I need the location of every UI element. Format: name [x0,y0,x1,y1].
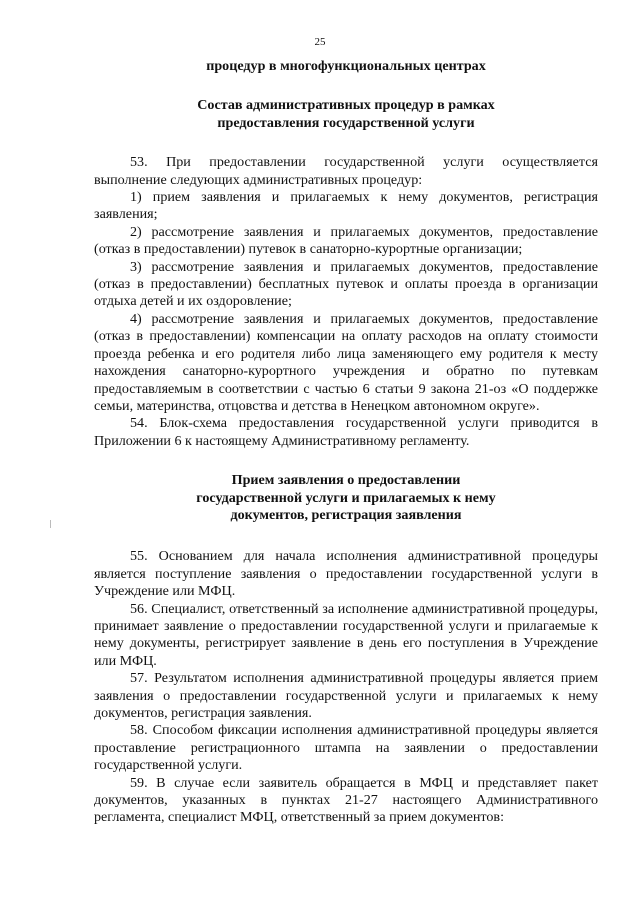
section-heading-line: документов, регистрация заявления [230,506,462,523]
continued-heading: процедур в многофункциональных центрах [206,58,486,74]
paragraph-53: 53. При предоставлении государственной услуги осуществляется выполнение следующих административных процедур: [94,154,598,188]
section-heading-line: Состав административных процедур в рамках [197,97,495,114]
paragraph-58: 58. Способом фиксации исполнения административной процедуры является проставление регистрационного штампа на заявлении о предоставлении государственной услуги. [94,722,598,774]
scan-artifact [50,520,51,528]
paragraph-57: 57. Результатом исполнения административной процедуры является прием заявления о предоставлении государственной услуги и прилагаемых к нему документов, регистрация заявления. [94,670,598,721]
list-item-3: 3) рассмотрение заявления и прилагаемых документов, предоставление (отказ в предоставлении) бесплатных путевок и оплаты проезда в организации отдыха детей и их оздоровление; [94,258,598,310]
list-item-2: 2) рассмотрение заявления и прилагаемых документов, предоставление (отказ в предоставлении) путевок в санаторно-курортные организации; [94,223,598,258]
section-heading-line: государственной услуги и прилагаемых к нему [196,489,496,506]
paragraph-56: 56. Специалист, ответственный за исполнение административной процедуры, принимает заявление о предоставлении государственной услуги и прилагаемые к нему документы, регистрирует заявление в день его поступления в Учреждение или МФЦ. [94,600,598,669]
page-number: 25 [314,36,326,48]
section-heading-line: предоставления государственной услуги [217,114,475,131]
section-heading-application-intake [94,472,598,524]
paragraph-54: 54. Блок-схема предоставления государственной услуги приводится в Приложении 6 к настоящему Административному регламенту. [94,415,598,449]
paragraph-55: 55. Основанием для начала исполнения административной процедуры является поступление заявления о предоставлении государственной услуги в Учреждение или МФЦ. [94,548,598,600]
document-body [94,58,598,827]
list-item-1: 1) прием заявления и прилагаемых к нему документов, регистрация заявления; [94,189,598,223]
section-heading-procedures [94,97,598,132]
section-heading-line: Прием заявления о предоставлении [231,472,461,489]
paragraph-59: 59. В случае если заявитель обращается в МФЦ и представляет пакет документов, указанных в пунктах 21-27 настоящего Административного регламента, специалист МФЦ, ответственный за прием документов: [94,774,598,826]
list-item-4: 4) рассмотрение заявления и прилагаемых документов, предоставление (отказ в предоставлении) компенсации на оплату расходов на оплату стоимости проезда ребенка и его родителя либо лица заменяющего ему родителя к месту нахождения санаторно-курортного учреждения и обратно по путевкам предоставляемым в соответствии с частью 6 статьи 9 закона 21-оз «О поддержке семьи, материнства, отцовства и детства в Ненецком автономном округе». [94,310,598,414]
